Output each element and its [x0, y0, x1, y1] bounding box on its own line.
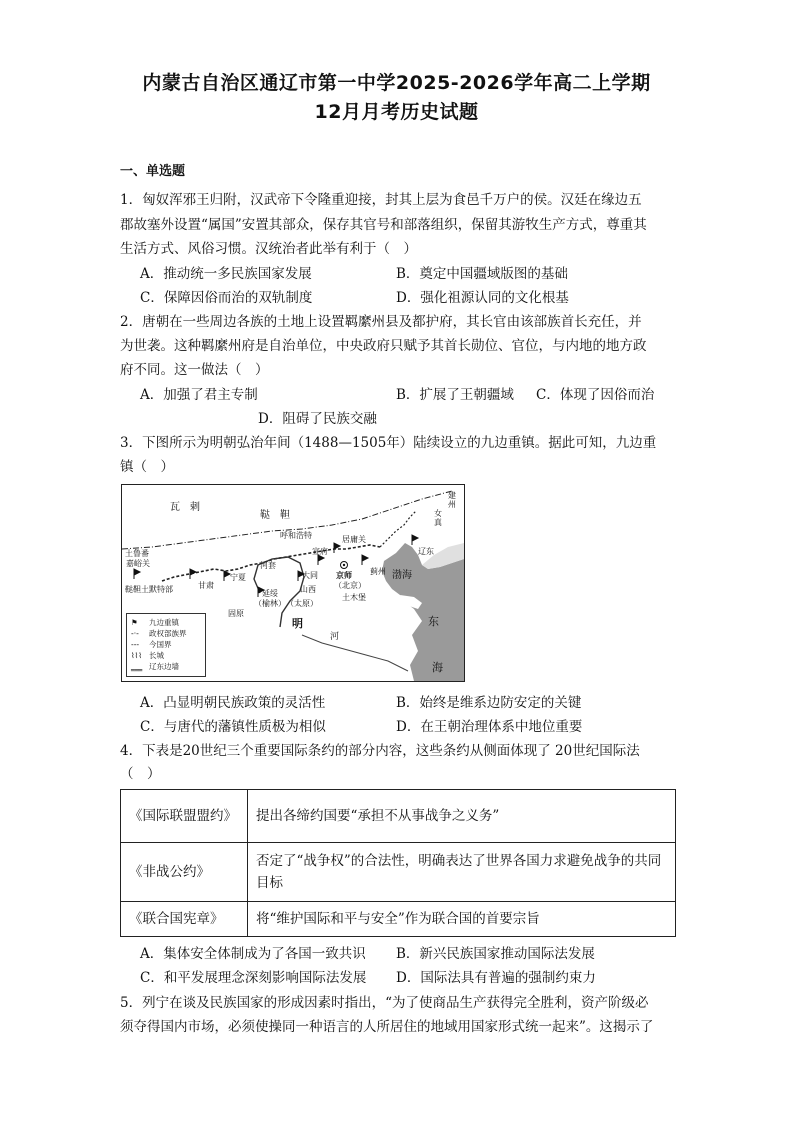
q4-option-c[interactable]: C．和平发展理念深刻影响国际法发展 — [140, 970, 367, 986]
q4-option-b[interactable]: B．新兴民族国家推动国际法发展 — [396, 946, 595, 962]
table-row — [121, 902, 676, 937]
map-legend: ⚑ 九边重镇 -·- 政权部族界 --- 今国界 ⌇⌇⌇ 长城 ‗‗‗ 辽东边墙 — [126, 613, 206, 677]
dashed-line-icon: --- — [131, 640, 140, 649]
map-label-bohai: 渤海 — [392, 570, 412, 581]
table-row — [121, 843, 676, 902]
wall-line-icon: ⌇⌇⌇ — [131, 651, 142, 660]
q4-line: （ ） — [120, 766, 161, 782]
q3-option-a[interactable]: A．凸显明朝民族政策的灵活性 — [140, 695, 326, 711]
map-label-guyuan: 固原 — [228, 609, 244, 618]
q3-line: 3．下图所示为明朝弘治年间（1488—1505年）陆续设立的九边重镇。据此可知，九边重 — [120, 435, 657, 451]
flag-icon: ⚑ — [131, 618, 138, 627]
liaodong-wall-line — [380, 511, 416, 547]
map-label-ming: 明 — [292, 617, 303, 630]
treaty-name: 《联合国宪章》 — [121, 902, 248, 937]
map-label-yansui: 延绥 — [262, 589, 278, 598]
garrison-markers — [134, 535, 418, 597]
map-label-tumote: 鞑靼土默特部 — [125, 585, 173, 594]
map-label-liaodong: 辽东 — [418, 547, 434, 556]
q4-line: 4．下表是20世纪三个重要国际条约的部分内容，这些条约从侧面体现了 20世纪国际法 — [120, 743, 640, 759]
dash-dot-line-icon: -·- — [131, 629, 139, 638]
treaty-content: 提出各缔约国要“承担不从事战争之义务” — [248, 790, 676, 843]
treaty-content: 将“维护国际和平与安全”作为联合国的首要宗旨 — [248, 902, 676, 937]
border-wall-icon: ‗‗‗ — [131, 662, 143, 671]
q2-line: 2．唐朝在一些周边各族的土地上设置羁縻州县及都护府，其长官由该部族首长充任，并 — [120, 314, 642, 330]
map-label-jiayuguan: 嘉峪关 — [126, 559, 150, 568]
map-label-hai: 海 — [432, 661, 443, 674]
capital-dot — [343, 564, 345, 566]
map-label-beijing: （北京） — [334, 581, 366, 590]
map-label-tulufan: 土鲁番 — [125, 549, 149, 558]
map-label-river: 河 — [330, 632, 340, 642]
map-label-jizhou: 蓟州 — [370, 567, 386, 576]
map-label-dong: 东 — [428, 615, 439, 628]
map-label-juyongguan: 居庸关 — [342, 535, 366, 544]
map-label-taiyuan: （太原） — [286, 599, 318, 608]
map-label-yulin: （榆林） — [254, 599, 286, 608]
q3-option-c[interactable]: C．与唐代的藩镇性质极为相似 — [140, 719, 326, 735]
map-label-shanxi: 山西 — [300, 585, 316, 594]
section-heading: 一、单选题 — [120, 164, 186, 179]
q2-line: 府不同。这一做法（ ） — [120, 362, 269, 378]
q2-option-d[interactable]: D．阻碍了民族交融 — [258, 411, 377, 427]
q5-line: 5．列宁在谈及民族国家的形成因素时指出，“为了使商品生产获得完全胜利，资产阶级必 — [120, 995, 649, 1011]
page-title-line1: 内蒙古自治区通辽市第一中学2025-2026学年高二上学期 — [142, 72, 651, 94]
sea-area — [382, 543, 464, 681]
q3-line: 镇（ ） — [120, 459, 174, 475]
q4-option-a[interactable]: A．集体安全体制成为了各国一致共识 — [140, 946, 366, 962]
map-label-wala: 瓦 剌 — [170, 502, 200, 513]
q1-option-a[interactable]: A．推动统一多民族国家发展 — [140, 266, 312, 282]
map-label-nvzhen: 女真 — [434, 509, 442, 527]
map-label-jingshi: 京师 — [336, 571, 352, 580]
q2-option-a[interactable]: A．加强了君主专制 — [140, 387, 258, 403]
treaty-name: 《国际联盟盟约》 — [121, 790, 248, 843]
q1-line: 郡故塞外设置“属国”安置其部众，保存其官号和部落组织，保留其游牧生产方式，尊重其 — [120, 217, 647, 233]
treaty-name: 《非战公约》 — [121, 843, 248, 902]
treaty-table — [120, 789, 676, 937]
map-label-xuanfu: 宣府 — [312, 547, 328, 556]
map-label-tumubao: 土木堡 — [342, 593, 366, 602]
page-title-line2: 12月月考历史试题 — [314, 101, 479, 123]
q3-option-d[interactable]: D．在王朝治理体系中地位重要 — [396, 719, 583, 735]
map-label-hetao: 河套 — [260, 561, 276, 570]
map-label-huhehaote: 呼和浩特 — [280, 531, 312, 540]
q2-option-b[interactable]: B．扩展了王朝疆域 — [396, 387, 514, 403]
q1-line: 1．匈奴浑邪王归附，汉武帝下令隆重迎接，封其上层为食邑千万户的侯。汉廷在缘边五 — [120, 192, 642, 208]
map-label-dada: 鞑 靼 — [260, 510, 290, 521]
river-line — [302, 632, 408, 671]
q1-line: 生活方式、风俗习惯。汉统治者此举有利于（ ） — [120, 241, 417, 257]
q1-option-b[interactable]: B．奠定中国疆域版图的基础 — [396, 266, 568, 282]
treaty-content: 否定了“战争权”的合法性，明确表达了世界各国力求避免战争的共同目标 — [248, 843, 676, 902]
q1-option-c[interactable]: C．保障因俗而治的双轨制度 — [140, 290, 313, 306]
q4-option-d[interactable]: D．国际法具有普遍的强制约束力 — [396, 970, 596, 986]
ming-nine-border-map — [121, 484, 465, 682]
map-label-jianzhou: 建州 — [448, 491, 456, 509]
q5-line: 须夺得国内市场，必须使操同一种语言的人所居住的地域用国家形式统一起来”。这揭示了 — [120, 1019, 654, 1035]
map-label-datong: 大同 — [302, 571, 318, 580]
table-row — [121, 790, 676, 843]
map-label-ningxia: 宁夏 — [230, 573, 246, 582]
q1-option-d[interactable]: D．强化祖源认同的文化根基 — [396, 290, 569, 306]
q2-option-c[interactable]: C．体现了因俗而治 — [536, 387, 655, 403]
q2-line: 为世袭。这种羁縻州府是自治单位，中央政府只赋予其首长勋位、官位，与内地的地方政 — [120, 338, 647, 354]
map-label-gansu: 甘肃 — [198, 581, 214, 590]
q3-option-b[interactable]: B．始终是维系边防安定的关键 — [396, 695, 582, 711]
